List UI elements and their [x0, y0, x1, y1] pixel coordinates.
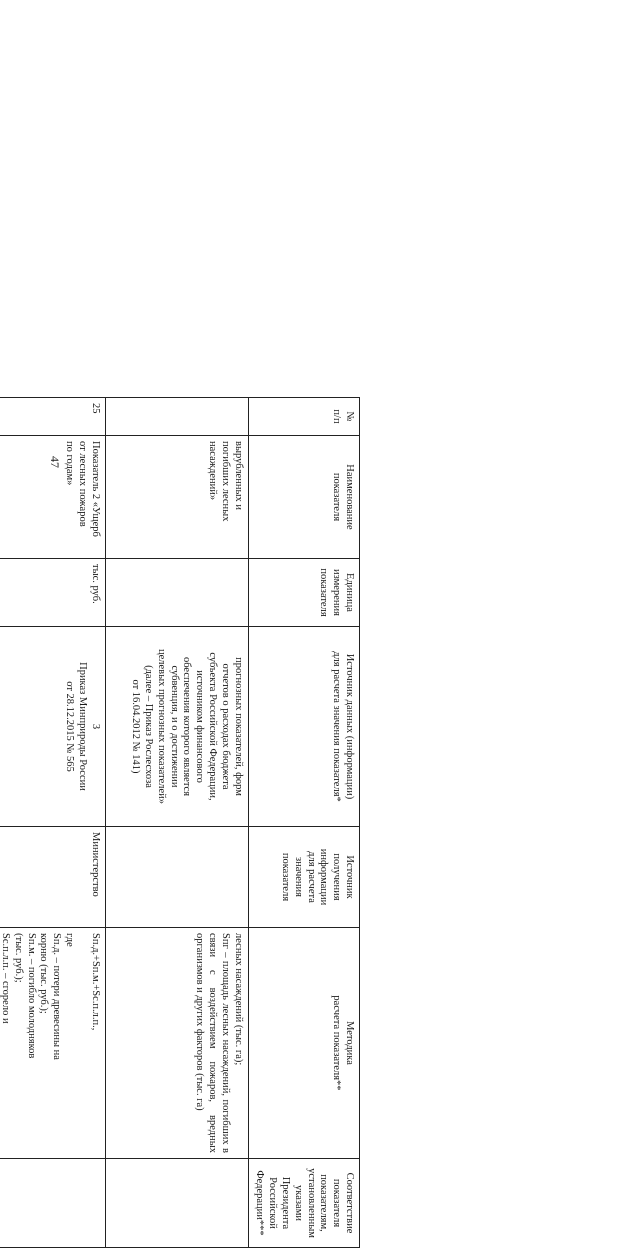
row-name-cell: вырубленных и погибших лесных насаждений» [105, 436, 248, 559]
page-number: 47 [48, 456, 62, 468]
row-num-cell [105, 398, 248, 436]
row-source-info-cell [105, 827, 248, 928]
row-method-cell: Sп.д.+Sп.м.+Sс.п.л.п., где Sп.д. – потери древесины на корню (тыс. руб.); Sп.м. – погибло молодняков (тыс. руб.); Sс.п.л.п. – сгорело и [0, 928, 105, 1159]
row-source-data-cell: 3 Приказ Минприроды России от 28.12.2015 № 565 [0, 627, 105, 827]
column-marker: 3 [89, 723, 101, 730]
table-row [105, 398, 248, 1248]
indicators-table [0, 397, 360, 1248]
row-source-info-cell: Министерство [0, 827, 105, 928]
header-compliance: Соответствие показателя показателям, установленным указами Президента Российской Федерации*** [248, 1159, 359, 1248]
rotated-table-sheet [0, 397, 360, 1247]
row-compliance-cell [0, 1159, 105, 1248]
header-source-info: Источник получения информации для расчета значения показателя [248, 827, 359, 928]
row-num-cell: 25 [0, 398, 105, 436]
row-name-cell: Показатель 2 «Ущерб от лесных пожаров по годам» [0, 436, 105, 559]
row-compliance-cell [105, 1159, 248, 1248]
header-num: № п/п [248, 398, 359, 436]
row-method-cell: лесных насаждений (тыс. га); Sпг – площадь лесных насаждений, погибших в связи с воздействием пожаров, вредных организмов и других факторов (тыс. га) [105, 928, 248, 1159]
table-header-row [248, 398, 359, 1248]
row-unit-cell [105, 559, 248, 627]
header-source-data: Источник данных (информации) для расчета значения показателя* [248, 627, 359, 827]
header-method: Методика расчета показателя** [248, 928, 359, 1159]
row-source-data-cell: прогнозных показателей, форм отчетов о расходах бюджета субъекта Российской Федерации, источником финансового обеспечения которого является субвенция, и о достижении целевых прогнозных показателей» (далее – Приказ Рослесхоза от 16.04.2012 № 141) [105, 627, 248, 827]
header-unit: Единица измерения показателя [248, 559, 359, 627]
row-unit-cell: тыс. руб. [0, 559, 105, 627]
table-row [0, 398, 105, 1248]
header-name: Наименование показателя [248, 436, 359, 559]
